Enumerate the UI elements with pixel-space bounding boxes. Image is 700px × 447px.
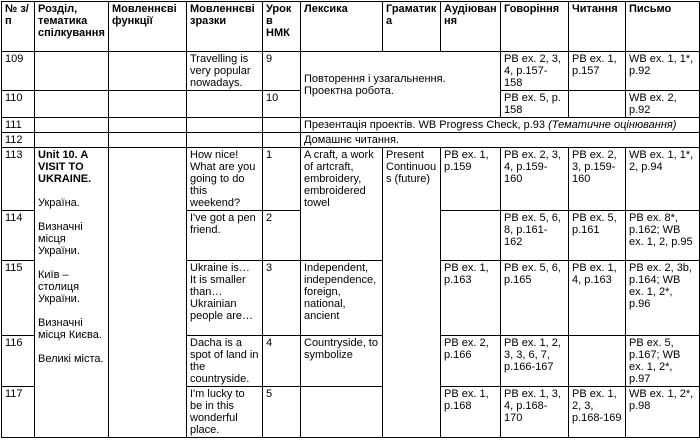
- lesson-cell: 1: [263, 148, 301, 211]
- unit-title: Unit 10. A VISIT TO UKRAINE.: [38, 149, 92, 185]
- header-writing: Письмо: [626, 2, 700, 52]
- table-row-112: [2, 133, 700, 148]
- lesson-cell: [263, 118, 301, 133]
- section-cell: [35, 133, 109, 148]
- header-vocab: Лексика: [301, 2, 383, 52]
- listening-cell: PB ex. 1, p.163: [441, 261, 501, 336]
- unit-topic-cities: Великі міста.: [38, 353, 104, 365]
- lesson-cell: 4: [263, 336, 301, 387]
- review-text: Повторення і узагальнення.: [304, 72, 446, 85]
- functions-cell: [109, 118, 187, 133]
- presentation-text: Презентація проектів. WB Progress Check, p.93: [304, 119, 546, 131]
- section-cell: [35, 52, 109, 91]
- reading-cell: [569, 91, 626, 118]
- section-cell: [35, 118, 109, 133]
- unit-topic-landmarks: Визначні місця України.: [38, 221, 83, 257]
- home-reading-cell: Домашнє читання.: [301, 133, 700, 148]
- reading-cell: PB ex. 1, p.157: [569, 52, 626, 91]
- functions-cell: [109, 133, 187, 148]
- table-row-113: [2, 148, 700, 211]
- sample-cell: Ukraine is… It is smaller than… Ukrainian people are…: [187, 261, 263, 336]
- section-cell: [35, 91, 109, 118]
- sample-cell: [187, 118, 263, 133]
- speaking-cell: PB ex. 5, 6, 8, p.161-162: [501, 211, 569, 261]
- header-functions: Мовленнєві функції: [109, 2, 187, 52]
- functions-cell: [109, 52, 187, 91]
- grammar-cell: Present Continuous (future): [383, 148, 441, 438]
- sample-cell: Travelling is very popular nowadays.: [187, 52, 263, 91]
- reading-cell: PB ex. 1, 2, 3, p.168-169: [569, 387, 626, 438]
- sample-cell: [187, 91, 263, 118]
- header-section: Розділ, тематика спілкування: [35, 2, 109, 52]
- listening-cell: PB ex. 2, p.166: [441, 336, 501, 387]
- row-number: 111: [2, 118, 35, 133]
- speaking-cell: PB ex. 1, 2, 3, 3, 6, 7, p.166-167: [501, 336, 569, 387]
- lesson-cell: [263, 133, 301, 148]
- header-lesson: Урок в НМК: [263, 2, 301, 52]
- header-grammar: Граматика: [383, 2, 441, 52]
- reading-cell: [569, 336, 626, 387]
- row-number: 115: [2, 261, 35, 336]
- sample-cell: How nice! What are you going to do this weekend?: [187, 148, 263, 211]
- review-cell: [301, 52, 501, 118]
- header-num: № з/п: [2, 2, 35, 52]
- reading-cell: PB ex. 1, 4, p.163: [569, 261, 626, 336]
- lesson-cell: 9: [263, 52, 301, 91]
- reading-cell: PB ex. 5, p.161: [569, 211, 626, 261]
- row-number: 110: [2, 91, 35, 118]
- speaking-cell: PB ex. 5, 6, p.165: [501, 261, 569, 336]
- lesson-cell: 2: [263, 211, 301, 261]
- writing-cell: WB ex. 1, 1*, p.92: [626, 52, 700, 91]
- speaking-cell: PB ex. 2, 3, 4, p.157-158: [501, 52, 569, 91]
- writing-cell: PB ex. 5, p.167; WB ex. 1, 2*, p.97: [626, 336, 700, 387]
- functions-cell: [109, 148, 187, 438]
- lesson-cell: 10: [263, 91, 301, 118]
- reading-cell: PB ex. 2, 3, p.159-160: [569, 148, 626, 211]
- header-speaking: Говоріння: [501, 2, 569, 52]
- lesson-plan-table: [1, 1, 700, 438]
- table-row-111: [2, 118, 700, 133]
- vocab-cell: Independent, independence, foreign, national, ancient: [301, 261, 383, 336]
- unit-topic-kyiv: Київ – столиця України.: [38, 269, 80, 305]
- speaking-cell: PB ex. 5, p. 158: [501, 91, 569, 118]
- assessment-note: (Тематичне оцінювання): [548, 119, 677, 131]
- functions-cell: [109, 91, 187, 118]
- lesson-cell: 3: [263, 261, 301, 336]
- vocab-cell: Countryside, to symbolize: [301, 336, 383, 387]
- row-number: 113: [2, 148, 35, 211]
- sample-cell: I'm lucky to be in this wonderful place.: [187, 387, 263, 438]
- project-text: Проектна робота.: [304, 84, 394, 97]
- writing-cell: WB ex. 2, p.92: [626, 91, 700, 118]
- row-number: 116: [2, 336, 35, 387]
- listening-cell: [441, 211, 501, 261]
- header-row: [2, 2, 700, 52]
- listening-cell: PB ex. 1, p.159: [441, 148, 501, 211]
- lesson-cell: 5: [263, 387, 301, 438]
- listening-cell: PB ex. 1, p.168: [441, 387, 501, 438]
- header-listening: Аудіювання: [441, 2, 501, 52]
- speaking-cell: PB ex. 1, 3, 4, p.168-170: [501, 387, 569, 438]
- row-number: 112: [2, 133, 35, 148]
- row-number: 114: [2, 211, 35, 261]
- sample-cell: [187, 133, 263, 148]
- row-number: 109: [2, 52, 35, 91]
- unit-topic-kyiv-sights: Визначні місця Києва.: [38, 317, 102, 341]
- unit-topic-ukraine: Україна.: [38, 197, 80, 209]
- writing-cell: PB ex. 2, 3b, p.164; WB ex. 1, 2*, p.96: [626, 261, 700, 336]
- writing-cell: WB ex. 1, 1*, 2, p.94: [626, 148, 700, 211]
- unit-section-cell: [35, 148, 109, 438]
- sample-cell: I've got a pen friend.: [187, 211, 263, 261]
- writing-cell: PB ex. 8*, p.162; WB ex. 1, 2, p.95: [626, 211, 700, 261]
- row-number: 117: [2, 387, 35, 438]
- table-row-109: [2, 52, 700, 91]
- vocab-cell: A craft, a work of artcraft, embroidery, embroidered towel: [301, 148, 383, 261]
- writing-cell: WB ex. 1, 2*, p.98: [626, 387, 700, 438]
- sample-cell: Dacha is a spot of land in the countryside.: [187, 336, 263, 387]
- header-samples: Мовленнєві зразки: [187, 2, 263, 52]
- header-reading: Читання: [569, 2, 626, 52]
- presentation-cell: [301, 118, 700, 133]
- vocab-cell: [301, 387, 383, 438]
- speaking-cell: PB ex. 2, 3, 4, p.159-160: [501, 148, 569, 211]
